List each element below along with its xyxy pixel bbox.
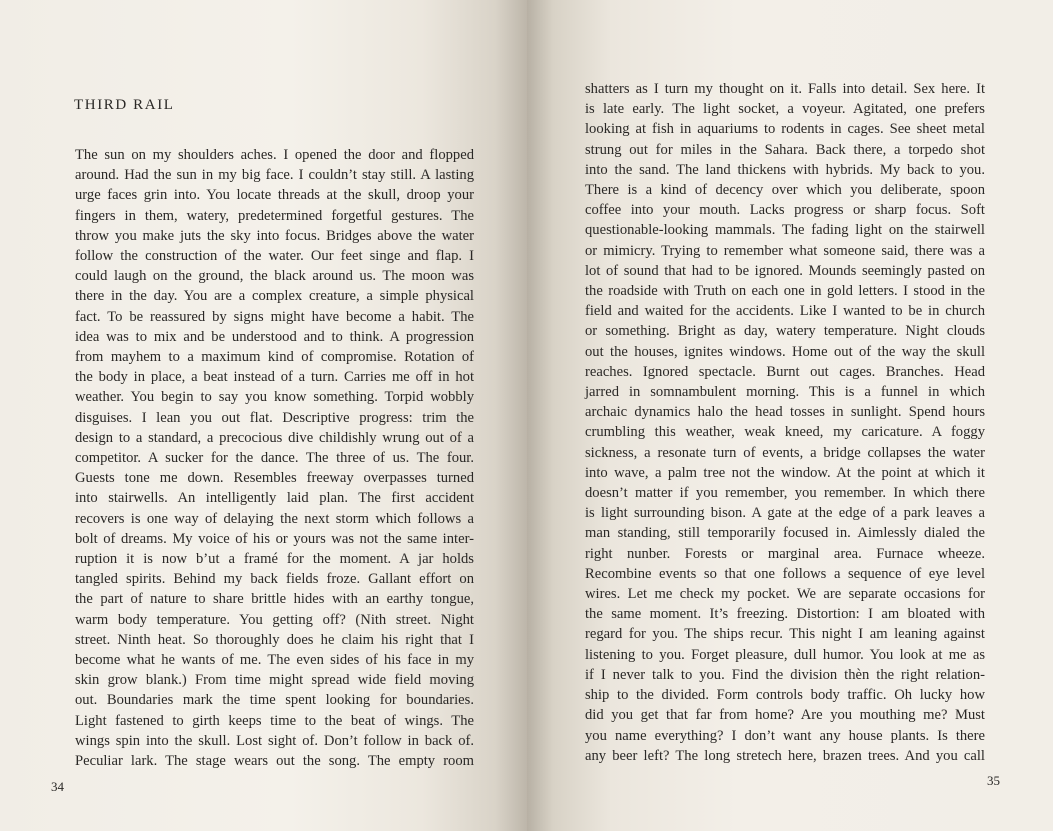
text-line: throw you make juts the sky into focus. Bridges above the water: [75, 227, 474, 244]
text-line: street. Ninth heat. So thoroughly does he claim his right that I: [75, 631, 474, 648]
text-line: ruption it is now b’ut a framé for the moment. A jar holds: [75, 551, 474, 568]
text-line: reaches. Ignored spectacle. Burnt out cages. Branches. Head: [585, 363, 985, 380]
right-body-text: [585, 79, 985, 766]
text-line: urge faces grin into. You locate threads at the skull, droop your: [75, 187, 474, 204]
text-line: if I never talk to you. Find the division thèn the right relation-: [585, 666, 985, 683]
text-line: fact. To be reassured by signs might have become a habit. The: [75, 308, 474, 325]
text-line: crumbling this weather, weak kneed, my caricature. A foggy: [585, 424, 985, 441]
text-line: weather. You begin to say you know something. Torpid wobbly: [75, 389, 474, 406]
text-line: shatters as I turn my thought on it. Falls into detail. Sex here. It: [585, 81, 985, 97]
text-line: Light fastened to girth keeps time to the beat of wings. The: [75, 712, 474, 729]
left-body-text: [75, 145, 474, 771]
text-line: you name everything? I don’t want any house plants. Is there: [585, 727, 985, 744]
text-line: there in the day. You are a complex creature, a simple physical: [75, 288, 474, 305]
text-line: design to a standard, a precocious dive childishly wrung out of a: [75, 429, 474, 446]
text-line: archaic dynamics halo the head tosses in sunlight. Spend hours: [585, 404, 985, 421]
text-line: the same moment. It’s freezing. Distortion: I am bloated with: [585, 606, 985, 623]
text-line: or mimicry. Trying to remember what someone said, there was a: [585, 242, 985, 259]
text-line: coffee into your mouth. Lacks progress or sharp focus. Soft: [585, 202, 985, 219]
text-line: the roadside with Truth on each one in gold letters. I stood in the: [585, 283, 985, 300]
text-line: out. Boundaries mark the time spent looking for boundaries.: [75, 692, 474, 709]
text-line: right nunber. Forests or marginal area. Furnace wheeze.: [585, 545, 985, 562]
text-line: into stairwells. An intelligently laid plan. The first accident: [75, 490, 474, 507]
right-page-number: 35: [987, 773, 1000, 788]
text-line: strung out for miles in the Sahara. Back there, a torpedo shot: [585, 141, 985, 158]
text-line: into the sand. The land thickens with hybrids. My back to you.: [585, 161, 985, 178]
text-line: doesn’t matter if you remember, you remember. In which there: [585, 485, 985, 502]
text-line: recovers is one way of delaying the next storm which follows a: [75, 510, 474, 527]
text-line: regard for you. The ships recur. This night I am leaning against: [585, 626, 985, 643]
text-line: any beer left? The long stretech here, brazen trees. And you call: [585, 747, 985, 764]
text-line: idea was to mix and be understood and to think. A progression: [75, 328, 474, 345]
text-line: tangled spirits. Behind my back fields froze. Gallant effort on: [75, 571, 474, 588]
text-line: out the houses, ignites windows. Home out of the way the skull: [585, 343, 985, 360]
text-line: ship to the divided. Form controls body traffic. Oh lucky how: [585, 687, 985, 704]
text-line: could laugh on the ground, the black around us. The moon was: [75, 268, 474, 285]
text-line: the body in place, a beat instead of a turn. Carries me off in hot: [75, 369, 474, 386]
text-line: is light surrounding bison. A gate at the edge of a park leaves a: [585, 505, 985, 522]
text-line: sickness, a resonate turn of events, a bridge collapses the water: [585, 444, 985, 461]
text-line: or something. Bright as day, watery temperature. Night clouds: [585, 323, 985, 340]
text-line: Guests tone me down. Resembles freeway overpasses turned: [75, 470, 474, 487]
text-line: into wave, a palm tree not the window. At the point at which it: [585, 464, 985, 481]
text-line: around. Had the sun in my big face. I couldn’t stay still. A lasting: [75, 167, 474, 184]
text-line: bolt of dreams. My voice of his or yours was not the same inter-: [75, 530, 474, 547]
text-line: man standing, still temporarily focused in. Aimlessly dialed the: [585, 525, 985, 542]
text-line: follow the construction of the water. Our feet singe and flap. I: [75, 248, 474, 265]
text-line: listening to you. Forget pleasure, dull humor. You look at me as: [585, 646, 985, 663]
text-line: from mayhem to a maximum kind of compromise. Rotation of: [75, 349, 474, 366]
chapter-title: THIRD RAIL: [74, 97, 175, 113]
text-line: wires. Let me check my pocket. We are separate occasions for: [585, 586, 985, 603]
text-line: lot of sound that had to be ignored. Mounds seemingly pasted on: [585, 262, 985, 279]
right-page: [527, 0, 1053, 831]
text-line: disguises. I lean you out flat. Descriptive progress: trim the: [75, 409, 474, 426]
text-line: wings spin into the skull. Lost sight of. Don’t follow in back of.: [75, 732, 474, 749]
text-line: did you get that far from home? Are you mouthing me? Must: [585, 707, 985, 724]
text-line: become what he wants of me. The even sides of his face in my: [75, 652, 474, 669]
text-line: Peculiar lark. The stage wears out the song. The empty room: [75, 753, 474, 770]
text-line: Recombine events so that one follows a sequence of eye level: [585, 565, 985, 582]
text-line: is late early. The light socket, a voyeur. Agitated, one prefers: [585, 101, 985, 118]
text-line: skin grow blank.) From time might spread wide field moving: [75, 672, 474, 689]
text-line: looking at fish in aquariums to rodents in cages. See sheet metal: [585, 121, 985, 138]
text-line: The sun on my shoulders aches. I opened the door and flopped: [75, 147, 474, 163]
text-line: There is a kind of decency over which you deliberate, spoon: [585, 182, 985, 199]
text-line: the part of nature to share brittle hides with an earthy tongue,: [75, 591, 474, 608]
left-page-number: 34: [51, 779, 64, 794]
text-line: jarred in somnambulent morning. This is a funnel in which: [585, 384, 985, 401]
text-line: warm body temperature. You getting off? (Nith street. Night: [75, 611, 474, 628]
text-line: questionable-looking mammals. The fading light on the stairwell: [585, 222, 985, 239]
text-line: competitor. A sucker for the dance. The three of us. The four.: [75, 450, 474, 467]
text-line: field and waited for the accidents. Like I wanted to be in church: [585, 303, 985, 320]
text-line: fingers in them, watery, predetermined forgetful gestures. The: [75, 207, 474, 224]
